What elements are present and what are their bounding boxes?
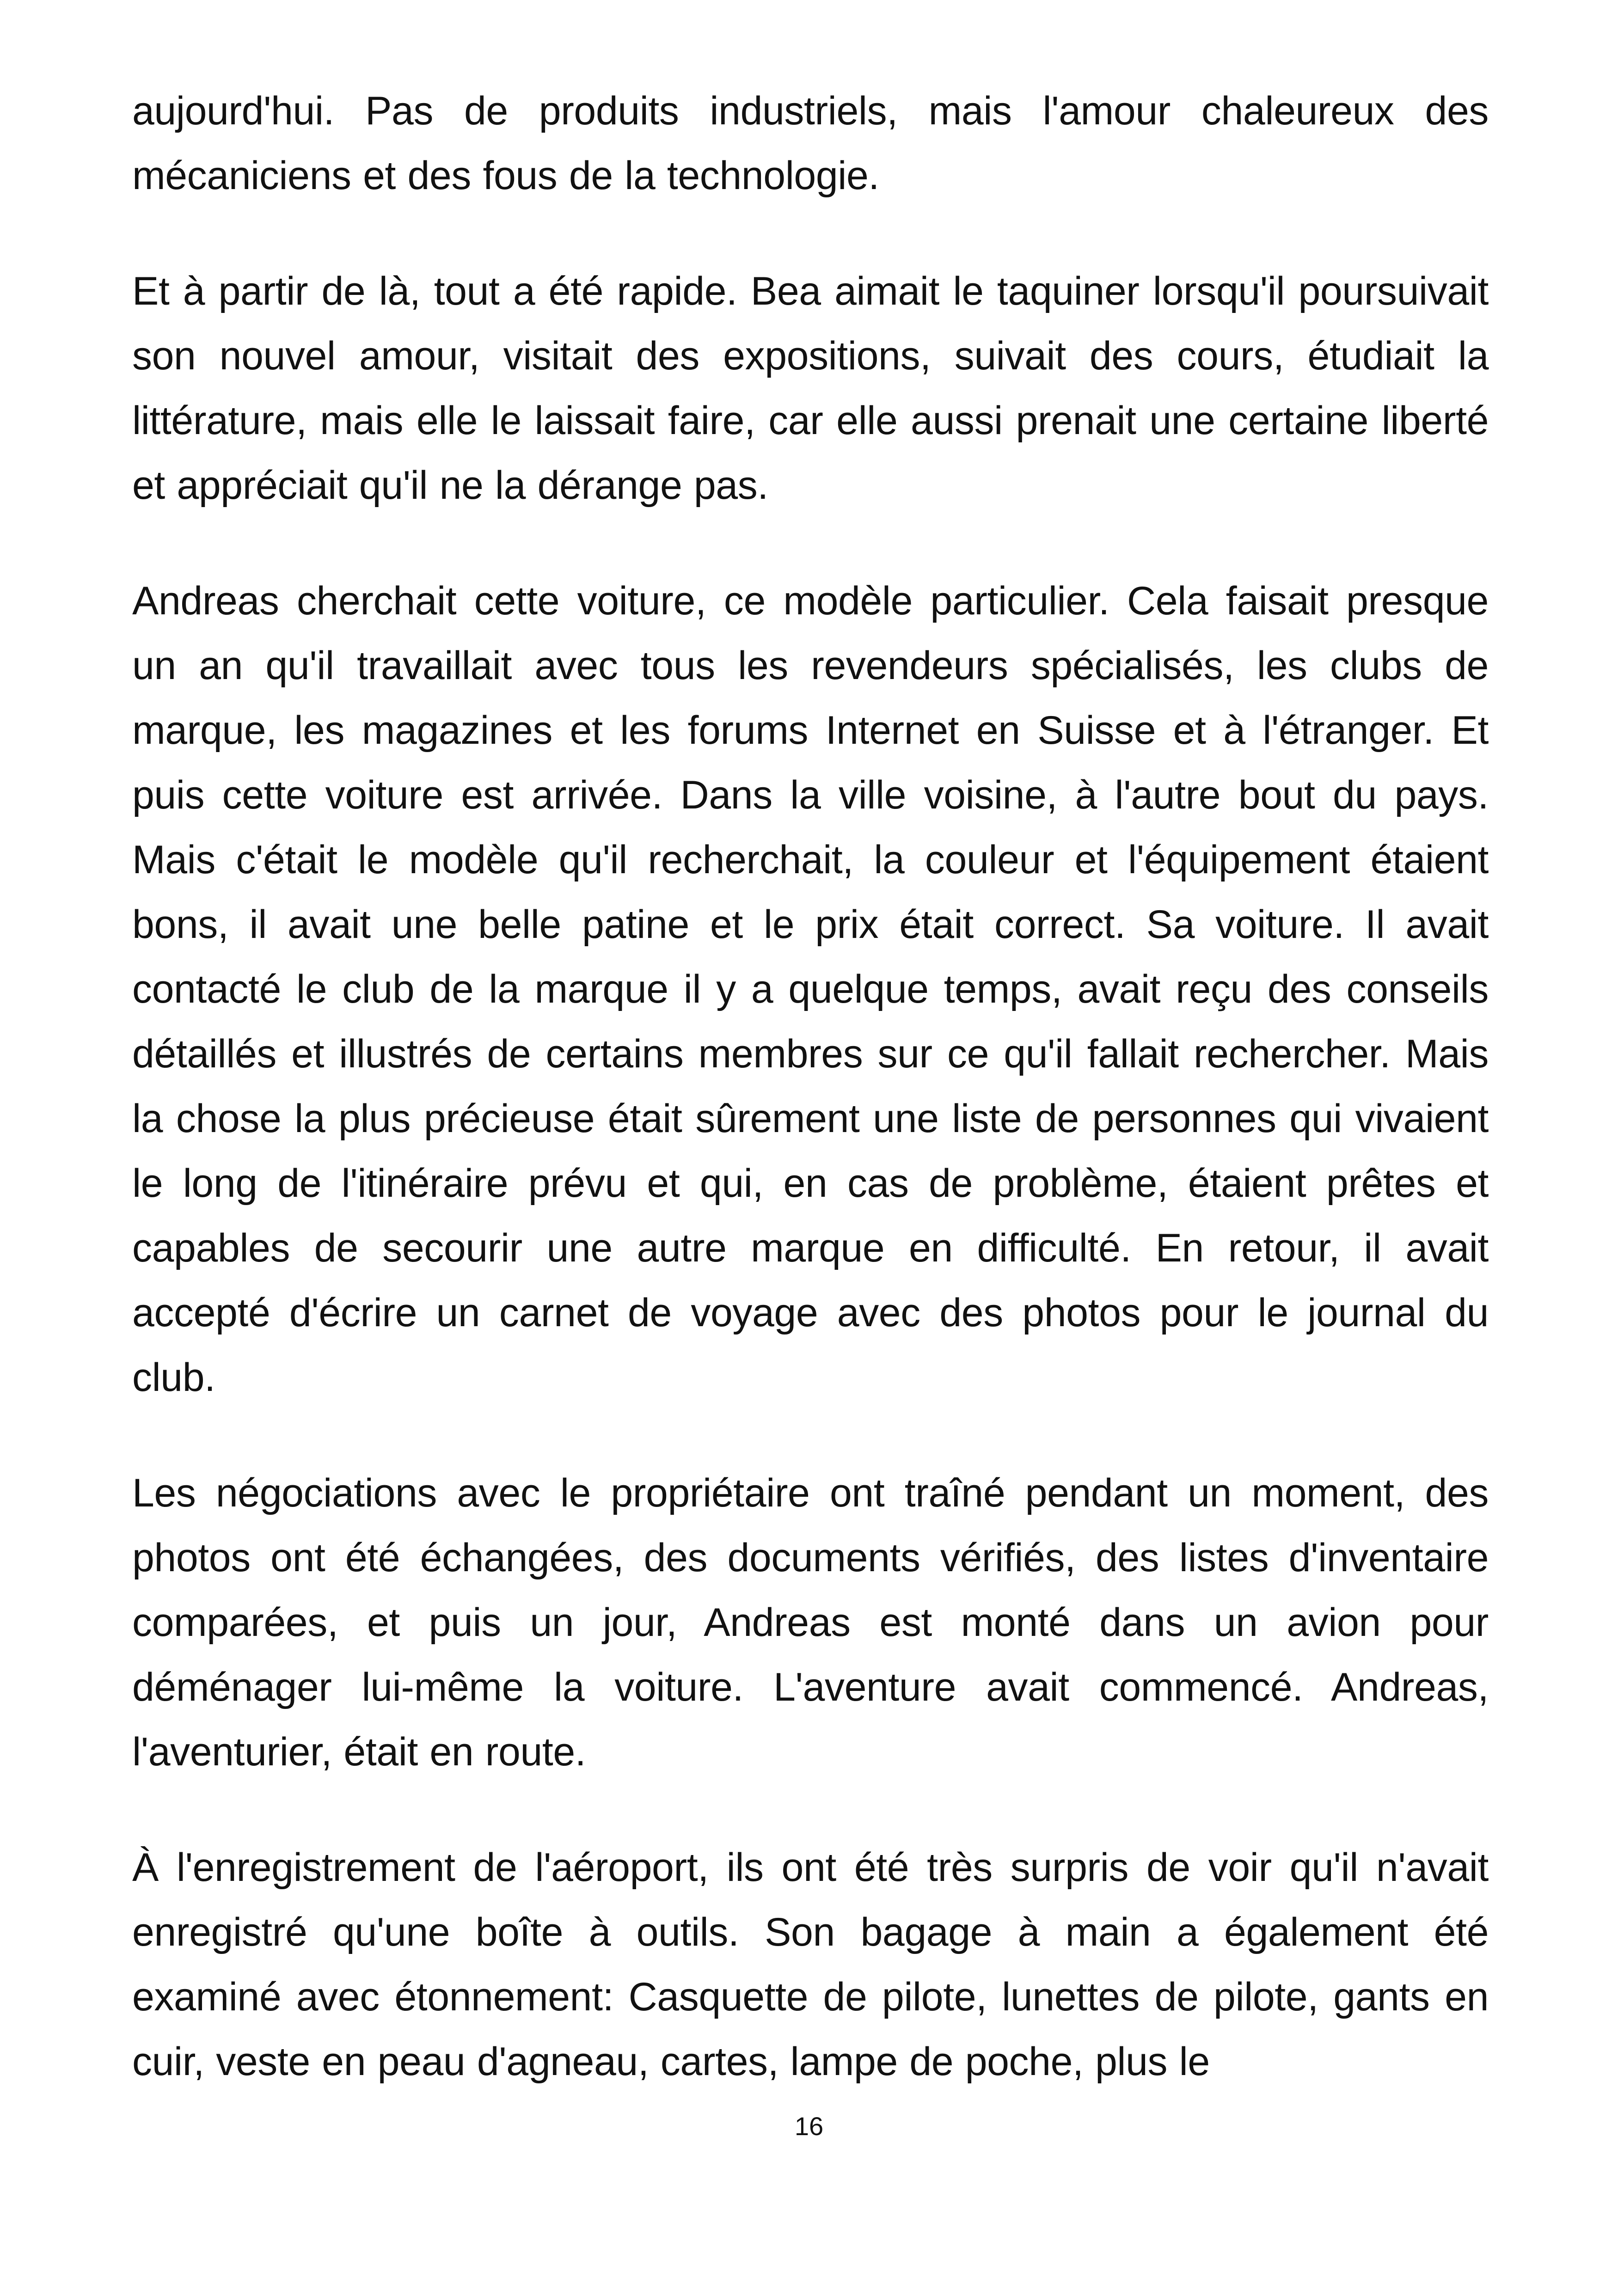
paragraph-5: À l'enregistrement de l'aéroport, ils ont été très surpris de voir qu'il n'avait enregistré qu'une boîte à outils. Son bagage à main a également été examiné avec étonnement: Casquette de pilote, lunettes de pilote, gants en cuir, veste en peau d'agneau, cartes, lampe de poche, plus le (132, 1845, 1489, 2084)
page-body (132, 79, 1489, 2094)
paragraph-4: Les négociations avec le propriétaire ont traîné pendant un moment, des photos ont été échangées, des documents vérifiés, des listes d'inventaire comparées, et puis un jour, Andreas est monté dans un avion pour déménager lui-même la voiture. L'aventure avait commencé. Andreas, l'aventurier, était en route. (132, 1471, 1489, 1774)
paragraph-2: Et à partir de là, tout a été rapide. Bea aimait le taquiner lorsqu'il poursuivait son nouvel amour, visitait des expositions, suivait des cours, étudiait la littérature, mais elle le laissait faire, car elle aussi prenait une certaine liberté et appréciait qu'il ne la dérange pas. (132, 269, 1489, 508)
page-number: 16 (794, 2112, 824, 2141)
paragraph-3: Andreas cherchait cette voiture, ce modèle particulier. Cela faisait presque un an qu'il travaillait avec tous les revendeurs spécialisés, les clubs de marque, les magazines et les forums Internet en Suisse et à l'étranger. Et puis cette voiture est arrivée. Dans la ville voisine, à l'autre bout du pays. Mais c'était le modèle qu'il recherchait, la couleur et l'équipement étaient bons, il avait une belle patine et le prix était correct. Sa voiture. Il avait contacté le club de la marque il y a quelque temps, avait reçu des conseils détaillés et illustrés de certains membres sur ce qu'il fallait rechercher. Mais la chose la plus précieuse était sûrement une liste de personnes qui vivaient le long de l'itinéraire prévu et qui, en cas de problème, étaient prêtes et capables de secourir une autre marque en difficulté. En retour, il avait accepté d'écrire un carnet de voyage avec des photos pour le journal du club. (132, 579, 1489, 1400)
paragraph-1: aujourd'hui. Pas de produits industriels, mais l'amour chaleureux des mécaniciens et des fous de la technologie. (132, 89, 1489, 198)
